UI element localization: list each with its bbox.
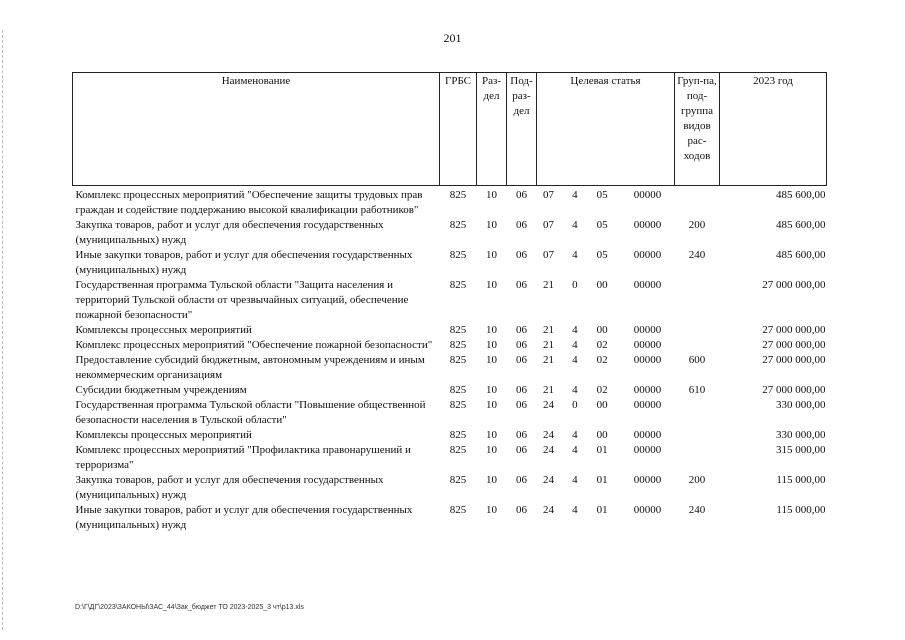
row-razdel: 10 xyxy=(486,339,497,351)
target-direction: 00000 xyxy=(633,504,662,516)
target-type: 4 xyxy=(572,504,578,516)
row-group: 240 xyxy=(688,249,706,261)
row-razdel: 10 xyxy=(486,189,497,201)
row-name: Комплекс процессных мероприятий "Профилактика правонарушений и терроризма" xyxy=(75,444,411,471)
target-direction: 00000 xyxy=(633,339,662,351)
row-amount: 27 000 000,00 xyxy=(762,384,826,396)
row-amount: 27 000 000,00 xyxy=(762,354,826,366)
table-row xyxy=(73,428,827,443)
row-group: 610 xyxy=(688,384,706,396)
target-program: 24 xyxy=(543,504,554,516)
table-row xyxy=(73,338,827,353)
row-grbs: 825 xyxy=(449,354,467,366)
target-subprogram: 05 xyxy=(596,189,608,201)
target-subprogram: 00 xyxy=(596,324,608,336)
target-type: 4 xyxy=(572,354,578,366)
row-group xyxy=(675,188,720,218)
target-subprogram: 00 xyxy=(596,399,608,411)
target-program: 21 xyxy=(543,354,554,366)
row-group xyxy=(675,428,720,443)
row-grbs: 825 xyxy=(449,444,467,456)
row-amount: 115 000,00 xyxy=(776,474,826,486)
row-group: 200 xyxy=(688,474,706,486)
page-number: 201 xyxy=(443,31,462,45)
table-row xyxy=(73,383,827,398)
row-razdel: 10 xyxy=(486,249,497,261)
table-row xyxy=(73,503,827,533)
table-row xyxy=(73,278,827,323)
row-podrazdel: 06 xyxy=(516,429,527,441)
target-type: 4 xyxy=(572,429,578,441)
row-podrazdel: 06 xyxy=(516,189,527,201)
row-name: Предоставление субсидий бюджетным, автономным учреждениям и иным некоммерческим организациям xyxy=(75,354,425,381)
target-type: 4 xyxy=(572,189,578,201)
row-name: Субсидии бюджетным учреждениям xyxy=(75,384,247,396)
target-type: 0 xyxy=(572,279,578,291)
row-razdel: 10 xyxy=(486,354,497,366)
row-amount: 27 000 000,00 xyxy=(762,279,826,291)
target-subprogram: 02 xyxy=(596,384,608,396)
row-name: Комплексы процессных мероприятий xyxy=(75,324,252,336)
row-name: Государственная программа Тульской области "Повышение общественной безопасности населения в Тульской области" xyxy=(75,399,426,426)
row-amount: 27 000 000,00 xyxy=(762,339,826,351)
header-podrazdel: Под-раз-дел xyxy=(507,73,537,186)
target-program: 24 xyxy=(543,444,554,456)
budget-table xyxy=(72,72,827,533)
row-name: Закупка товаров, работ и услуг для обеспечения государственных (муниципальных) нужд xyxy=(75,474,384,501)
target-direction: 00000 xyxy=(633,354,662,366)
target-program: 21 xyxy=(543,324,554,336)
header-grbs: ГРБС xyxy=(440,73,477,186)
table-row xyxy=(73,248,827,278)
row-target xyxy=(537,443,675,473)
row-target xyxy=(537,188,675,218)
table-row xyxy=(73,473,827,503)
row-group: 240 xyxy=(688,504,706,516)
row-target xyxy=(537,503,675,533)
target-direction: 00000 xyxy=(633,219,662,231)
row-group xyxy=(675,278,720,323)
row-grbs: 825 xyxy=(449,249,467,261)
row-podrazdel: 06 xyxy=(516,219,527,231)
target-direction: 00000 xyxy=(633,384,662,396)
target-program: 21 xyxy=(543,339,554,351)
row-name: Иные закупки товаров, работ и услуг для обеспечения государственных (муниципальных) нужд xyxy=(75,249,413,276)
row-grbs: 825 xyxy=(449,189,467,201)
target-direction: 00000 xyxy=(633,189,662,201)
row-amount: 485 600,00 xyxy=(776,249,826,261)
row-grbs: 825 xyxy=(449,279,467,291)
row-grbs: 825 xyxy=(449,384,467,396)
target-subprogram: 01 xyxy=(596,474,608,486)
table-header-row xyxy=(73,73,827,186)
row-name: Комплекс процессных мероприятий "Обеспечение защиты трудовых прав граждан и содействие поддержанию высокой квалификации работников" xyxy=(75,189,423,216)
target-subprogram: 02 xyxy=(596,354,608,366)
row-razdel: 10 xyxy=(486,444,497,456)
row-grbs: 825 xyxy=(449,429,467,441)
target-direction: 00000 xyxy=(633,429,662,441)
row-podrazdel: 06 xyxy=(516,384,527,396)
target-subprogram: 01 xyxy=(596,444,608,456)
row-target xyxy=(537,218,675,248)
row-podrazdel: 06 xyxy=(516,399,527,411)
target-subprogram: 02 xyxy=(596,339,608,351)
target-type: 4 xyxy=(572,444,578,456)
row-grbs: 825 xyxy=(449,324,467,336)
row-grbs: 825 xyxy=(449,339,467,351)
row-amount: 330 000,00 xyxy=(776,399,826,411)
file-path: D:\Г\ДГ\2023\ЗАКОНЫ\ЗАС_44\Зак_бюджет ТО 2023-2025_3 чт\р13.xls xyxy=(75,604,304,611)
row-target xyxy=(537,383,675,398)
header-name: Наименование xyxy=(73,73,440,186)
row-name: Комплексы процессных мероприятий xyxy=(75,429,252,441)
table-row xyxy=(73,323,827,338)
target-direction: 00000 xyxy=(633,324,662,336)
target-type: 4 xyxy=(572,384,578,396)
target-program: 07 xyxy=(543,189,554,201)
row-podrazdel: 06 xyxy=(516,444,527,456)
row-razdel: 10 xyxy=(486,504,497,516)
target-type: 0 xyxy=(572,399,578,411)
target-subprogram: 00 xyxy=(596,279,608,291)
row-group: 200 xyxy=(688,219,706,231)
row-razdel: 10 xyxy=(486,219,497,231)
margin-guide xyxy=(2,30,3,630)
row-podrazdel: 06 xyxy=(516,249,527,261)
row-group: 600 xyxy=(688,354,706,366)
table-body xyxy=(73,186,827,534)
row-podrazdel: 06 xyxy=(516,474,527,486)
table-row xyxy=(73,188,827,218)
row-podrazdel: 06 xyxy=(516,339,527,351)
row-amount: 115 000,00 xyxy=(776,504,826,516)
row-podrazdel: 06 xyxy=(516,324,527,336)
row-group xyxy=(675,323,720,338)
target-program: 24 xyxy=(543,399,554,411)
row-target xyxy=(537,428,675,443)
row-podrazdel: 06 xyxy=(516,279,527,291)
target-subprogram: 05 xyxy=(596,219,608,231)
table-row xyxy=(73,218,827,248)
row-razdel: 10 xyxy=(486,384,497,396)
row-target xyxy=(537,398,675,428)
target-subprogram: 05 xyxy=(596,249,608,261)
row-podrazdel: 06 xyxy=(516,504,527,516)
row-razdel: 10 xyxy=(486,399,497,411)
row-amount: 485 600,00 xyxy=(776,219,826,231)
row-name: Государственная программа Тульской области "Защита населения и территорий Тульской области от чрезвычайных ситуаций, обеспечение пожарной безопасности" xyxy=(75,279,409,321)
target-type: 4 xyxy=(572,339,578,351)
row-target xyxy=(537,278,675,323)
row-name: Комплекс процессных мероприятий "Обеспечение пожарной безопасности" xyxy=(75,339,433,351)
table-row xyxy=(73,353,827,383)
row-name: Закупка товаров, работ и услуг для обеспечения государственных (муниципальных) нужд xyxy=(75,219,384,246)
table-row xyxy=(73,398,827,428)
row-grbs: 825 xyxy=(449,219,467,231)
header-target: Целевая статья xyxy=(537,73,675,186)
target-direction: 00000 xyxy=(633,279,662,291)
target-program: 07 xyxy=(543,219,554,231)
target-type: 4 xyxy=(572,249,578,261)
target-program: 21 xyxy=(543,279,554,291)
target-subprogram: 00 xyxy=(596,429,608,441)
target-type: 4 xyxy=(572,324,578,336)
target-type: 4 xyxy=(572,219,578,231)
row-target xyxy=(537,323,675,338)
row-name: Иные закупки товаров, работ и услуг для обеспечения государственных (муниципальных) нужд xyxy=(75,504,413,531)
target-direction: 00000 xyxy=(633,474,662,486)
row-razdel: 10 xyxy=(486,324,497,336)
row-group xyxy=(675,443,720,473)
row-target xyxy=(537,473,675,503)
row-grbs: 825 xyxy=(449,399,467,411)
target-direction: 00000 xyxy=(633,249,662,261)
row-grbs: 825 xyxy=(449,504,467,516)
header-year: 2023 год xyxy=(720,73,827,186)
target-program: 07 xyxy=(543,249,554,261)
target-program: 21 xyxy=(543,384,554,396)
target-direction: 00000 xyxy=(633,444,662,456)
target-program: 24 xyxy=(543,474,554,486)
target-program: 24 xyxy=(543,429,554,441)
target-direction: 00000 xyxy=(633,399,662,411)
row-target xyxy=(537,248,675,278)
row-group xyxy=(675,398,720,428)
row-razdel: 10 xyxy=(486,279,497,291)
row-amount: 315 000,00 xyxy=(776,444,826,456)
row-group xyxy=(675,338,720,353)
row-razdel: 10 xyxy=(486,474,497,486)
row-podrazdel: 06 xyxy=(516,354,527,366)
row-amount: 330 000,00 xyxy=(776,429,826,441)
row-target xyxy=(537,338,675,353)
row-grbs: 825 xyxy=(449,474,467,486)
row-razdel: 10 xyxy=(486,429,497,441)
table-row xyxy=(73,443,827,473)
row-amount: 485 600,00 xyxy=(776,189,826,201)
target-type: 4 xyxy=(572,474,578,486)
header-group: Груп-па, под-группа видов рас-ходов xyxy=(675,73,720,186)
target-subprogram: 01 xyxy=(596,504,608,516)
header-razdel: Раз-дел xyxy=(477,73,507,186)
row-target xyxy=(537,353,675,383)
row-amount: 27 000 000,00 xyxy=(762,324,826,336)
